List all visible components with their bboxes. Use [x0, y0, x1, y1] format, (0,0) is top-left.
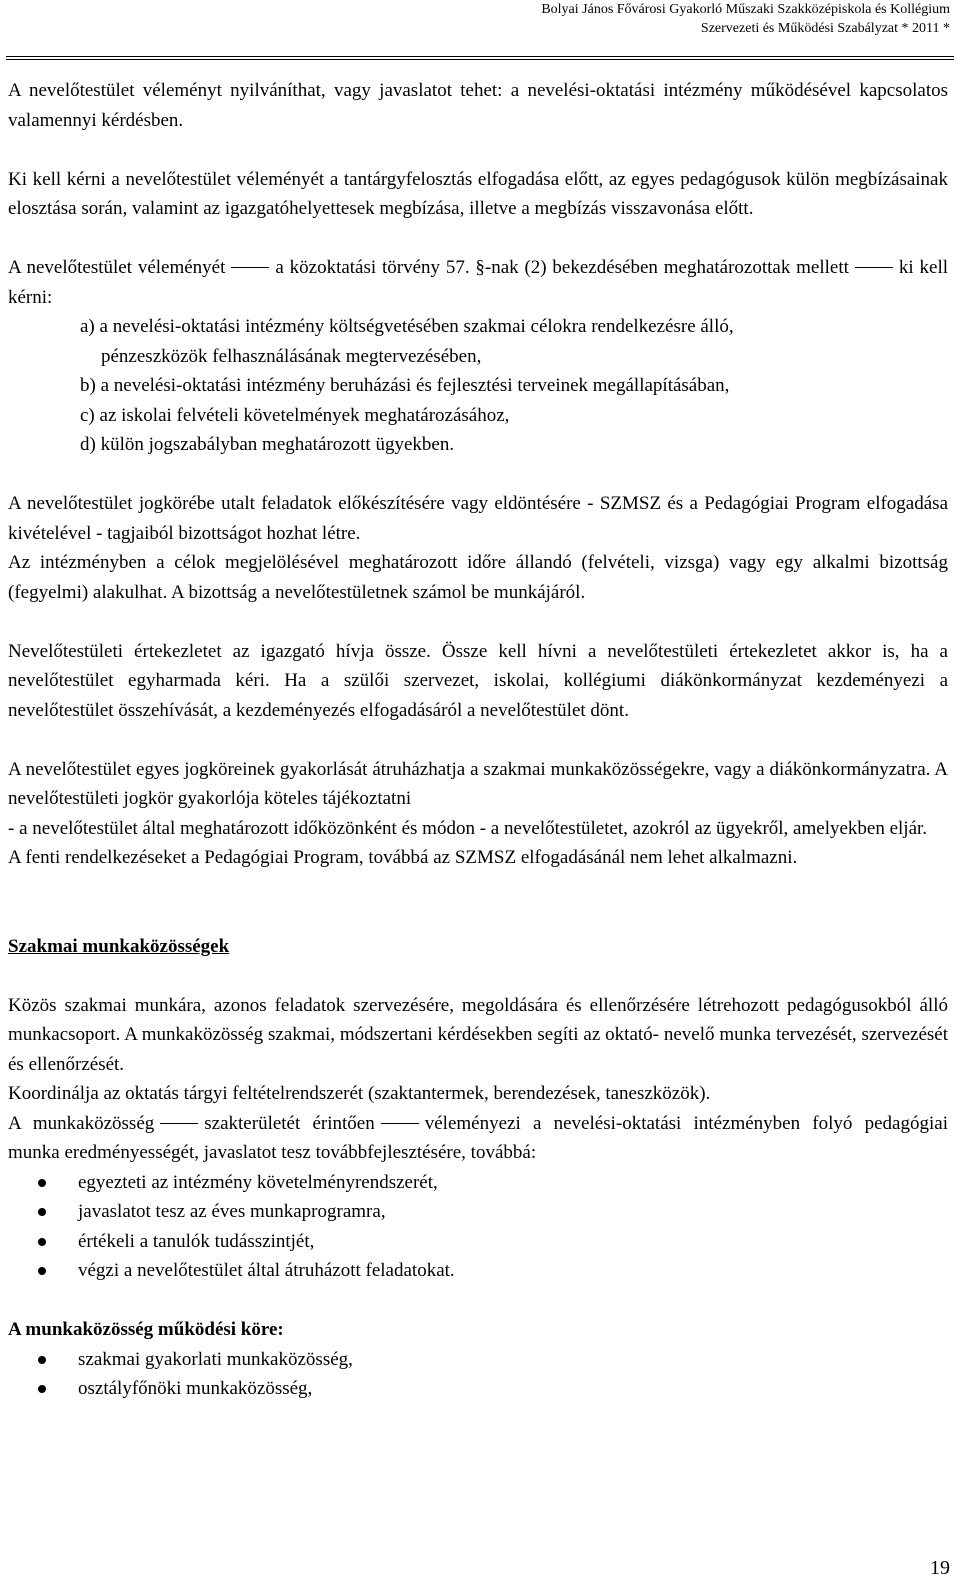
text-run: a közoktatási törvény 57. §-nak (2) bekezdésében meghatározottak mellett	[275, 257, 849, 278]
list-item: b) a nevelési-oktatási intézmény beruházási és fejlesztési terveinek megállapításában,	[80, 375, 730, 396]
list-item-continuation: pénzeszközök felhasználásának megtervezésében,	[101, 345, 482, 367]
list-item: a) a nevelési-oktatási intézmény költségvetésében szakmai célokra rendelkezésre álló,	[80, 316, 734, 337]
list-item: osztályfőnöki munkaközösség,	[38, 1374, 948, 1404]
text-run: ki kell kérni:	[8, 257, 949, 308]
list-item: c) az iskolai felvételi követelmények meghatározásához,	[80, 404, 510, 426]
em-dash	[160, 1123, 198, 1124]
subheading: A munkaközösség működési köre:	[8, 1319, 284, 1340]
paragraph: Nevelőtestületi értekezletet az igazgató hívja össze. Össze kell hívni a nevelőtestületi értekezletet akkor is, ha a nevelőtestület egyharmada kéri. Ha a szülői szervezet, iskolai, kollégiumi diákönkormányzat kezdeményezi a nevelőtestület összehívását, a kezdeményezés elfogadásáról a nevelőtestület dönt.	[8, 640, 948, 721]
paragraph: Közös szakmai munkára, azonos feladatok szervezésére, megoldására és ellenőrzésére létrehozott pedagógusokból álló munkacsoport. A munkaközösség szakmai, módszertani kérdésekben segíti az oktató- nevelő munka tervezését, szervezését és ellenőrzését.	[8, 994, 948, 1075]
text-run: szakterületét érintően	[204, 1112, 375, 1134]
list-item: értékeli a tanulók tudásszintjét,	[38, 1227, 948, 1257]
list-item: egyezteti az intézmény követelményrendszerét,	[38, 1168, 948, 1198]
section-heading: Szakmai munkaközösségek	[8, 935, 230, 957]
paragraph: A nevelőtestület véleményt nyilváníthat, vagy javaslatot tehet: a nevelési-oktatási intézmény működésével kapcsolatos valamennyi kérdésben.	[8, 80, 948, 131]
em-dash	[855, 267, 893, 268]
page-header	[250, 0, 950, 38]
paragraph: A nevelőtestület jogkörébe utalt feladatok előkészítésére vagy eldöntésére - SZMSZ és a Pedagógiai Program elfogadása kivételével - tagjaiból bizottságot hozhat létre.	[8, 493, 948, 544]
list-item: d) külön jogszabályban meghatározott ügyekben.	[80, 434, 455, 455]
bullet-icon	[38, 1385, 46, 1393]
text-run: véleményezi a nevelési-oktatási intézményben folyó pedagógiai munka eredményességét, javaslatot tesz továbbfejlesztésére, továbbá:	[8, 1112, 948, 1163]
page-number: 19	[930, 1557, 950, 1579]
bullet-icon	[38, 1238, 46, 1246]
header-divider	[6, 56, 954, 60]
bullet-list	[8, 1345, 948, 1404]
header-institution: Bolyai János Fővárosi Gyakorló Műszaki Szakközépiskola és Kollégium	[541, 2, 950, 17]
paragraph: - a nevelőtestület által meghatározott időközönként és módon - a nevelőtestületet, azokról az ügyekről, amelyekben eljár.	[8, 817, 928, 839]
bullet-icon	[38, 1356, 46, 1364]
em-dash	[231, 267, 269, 268]
text-run: A nevelőtestület véleményét	[8, 257, 226, 278]
em-dash	[381, 1123, 419, 1124]
paragraph	[8, 1109, 948, 1168]
paragraph: Az intézményben a célok megjelölésével meghatározott időre állandó (felvételi, vizsga) vagy egy alkalmi bizottság (fegyelmi) alakulhat. A bizottság a nevelőtestületnek számol be munkájáról.	[8, 552, 948, 603]
list-item: javaslatot tesz az éves munkaprogramra,	[38, 1197, 948, 1227]
list-item: végzi a nevelőtestület által átruházott feladatokat.	[38, 1256, 948, 1286]
bullet-icon	[38, 1208, 46, 1216]
bullet-icon	[38, 1179, 46, 1187]
paragraph: Koordinálja az oktatás tárgyi feltételrendszerét (szaktantermek, berendezések, taneszközök).	[8, 1083, 711, 1104]
header-document-title: Szervezeti és Működési Szabályzat * 2011 *	[700, 21, 950, 36]
bullet-icon	[38, 1267, 46, 1275]
text-run: A munkaközösség	[8, 1112, 155, 1134]
paragraph: Ki kell kérni a nevelőtestület véleményét a tantárgyfelosztás elfogadása előtt, az egyes pedagógusok külön megbízásainak elosztása során, valamint az igazgatóhelyettesek megbízása, illetve a megbízás visszavonása előtt.	[8, 168, 948, 219]
paragraph: A nevelőtestület egyes jogköreinek gyakorlását átruházhatja a szakmai munkaközösségekre, vagy a diákönkormányzatra. A nevelőtestületi jogkör gyakorlója köteles tájékoztatni	[8, 758, 948, 809]
bullet-list	[8, 1168, 948, 1286]
paragraph	[8, 253, 948, 312]
list-item: szakmai gyakorlati munkaközösség,	[38, 1345, 948, 1375]
document-body	[8, 76, 948, 1404]
lettered-list	[8, 312, 948, 460]
paragraph: A fenti rendelkezéseket a Pedagógiai Program, továbbá az SZMSZ elfogadásánál nem lehet alkalmazni.	[8, 847, 798, 868]
